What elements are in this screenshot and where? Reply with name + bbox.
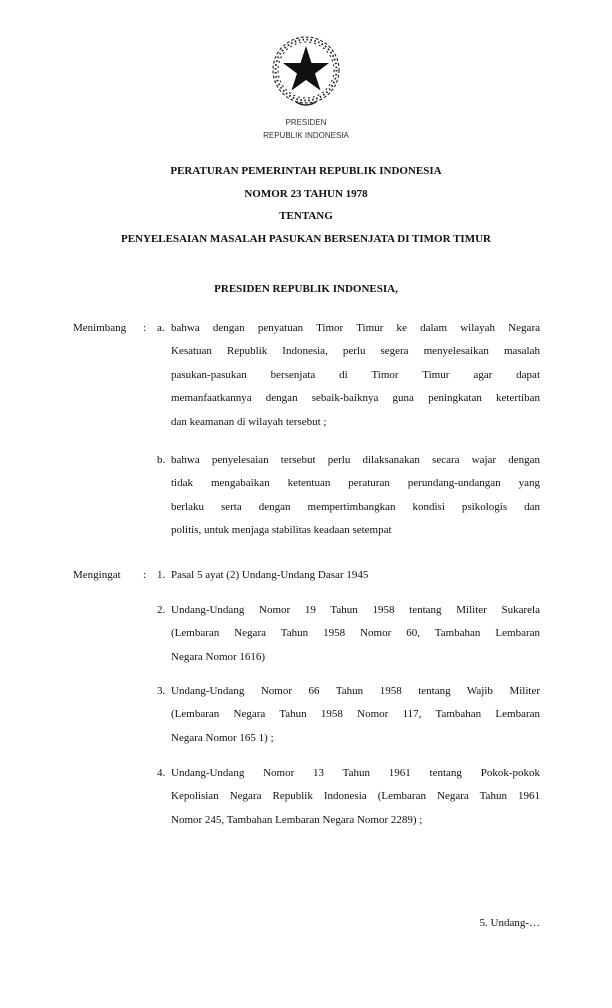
presidential-emblem (266, 32, 346, 112)
menimbang-colon: : (143, 322, 147, 334)
item-text-line: Negara Nomor 1616) (171, 650, 266, 663)
star-wreath-icon (266, 32, 346, 112)
menimbang-label: Menimbang (73, 322, 127, 334)
item-number: 1. (157, 569, 166, 581)
document-tentang: TENTANG (279, 210, 333, 222)
page-continuation: 5. Undang-… (479, 917, 540, 929)
item-number: a. (157, 322, 165, 334)
item-number: 2. (157, 604, 166, 616)
emblem-caption-republik: REPUBLIK INDONESIA (263, 131, 349, 140)
item-text-line: (Lembaran Negara Tahun 1958 Nomor 60, Tambahan Lembaran (171, 627, 540, 640)
item-text-line: Undang-Undang Nomor 13 Tahun 1961 tentang Pokok-pokok (171, 767, 540, 779)
item-number: 4. (157, 767, 166, 779)
item-text-line: Negara Nomor 165 1) ; (171, 731, 274, 744)
item-text-line: tidak mengabaikan ketentuan peraturan perundang-undangan yang (171, 477, 540, 490)
item-text-line: Nomor 245, Tambahan Lembaran Negara Nomor 2289) ; (171, 813, 423, 826)
item-number: 3. (157, 685, 166, 697)
item-text-line: berlaku serta dengan mempertimbangkan kondisi psikologis dan (171, 500, 540, 513)
item-text-line: pasukan-pasukan bersenjata di Timor Timur agar dapat (171, 368, 540, 381)
item-text-line: Undang-Undang Nomor 66 Tahun 1958 tentang Wajib Militer (171, 685, 540, 697)
document-subject: PENYELESAIAN MASALAH PASUKAN BERSENJATA DI TIMOR TIMUR (121, 233, 491, 245)
document-number: NOMOR 23 TAHUN 1978 (244, 188, 368, 200)
issuer-heading: PRESIDEN REPUBLIK INDONESIA, (214, 283, 398, 295)
item-text-line: politis, untuk menjaga stabilitas keadaan setempat (171, 524, 392, 537)
item-text-line: Kesatuan Republik Indonesia, perlu segera menyelesaikan masalah (171, 345, 540, 358)
emblem-caption-presiden: PRESIDEN (285, 118, 327, 127)
item-text-line: Undang-Undang Nomor 19 Tahun 1958 tentang Militer Sukarela (171, 604, 540, 616)
item-text-line: Pasal 5 ayat (2) Undang-Undang Dasar 1945 (171, 569, 369, 581)
item-text-line: dan keamanan di wilayah tersebut ; (171, 415, 327, 428)
item-text-line: bahwa penyelesaian tersebut perlu dilaksanakan secara wajar dengan (171, 454, 540, 466)
document-title: PERATURAN PEMERINTAH REPUBLIK INDONESIA (170, 165, 442, 177)
item-text-line: bahwa dengan penyatuan Timor Timur ke dalam wilayah Negara (171, 322, 540, 334)
mengingat-colon: : (143, 569, 147, 581)
item-text-line: memanfaatkannya dengan sebaik-baiknya guna peningkatan ketertiban (171, 392, 540, 405)
item-text-line: (Lembaran Negara Tahun 1958 Nomor 117, Tambahan Lembaran (171, 708, 540, 721)
item-number: b. (157, 454, 166, 466)
mengingat-label: Mengingat (73, 569, 121, 581)
item-text-line: Kepolisian Negara Republik Indonesia (Lembaran Negara Tahun 1961 (171, 790, 540, 803)
